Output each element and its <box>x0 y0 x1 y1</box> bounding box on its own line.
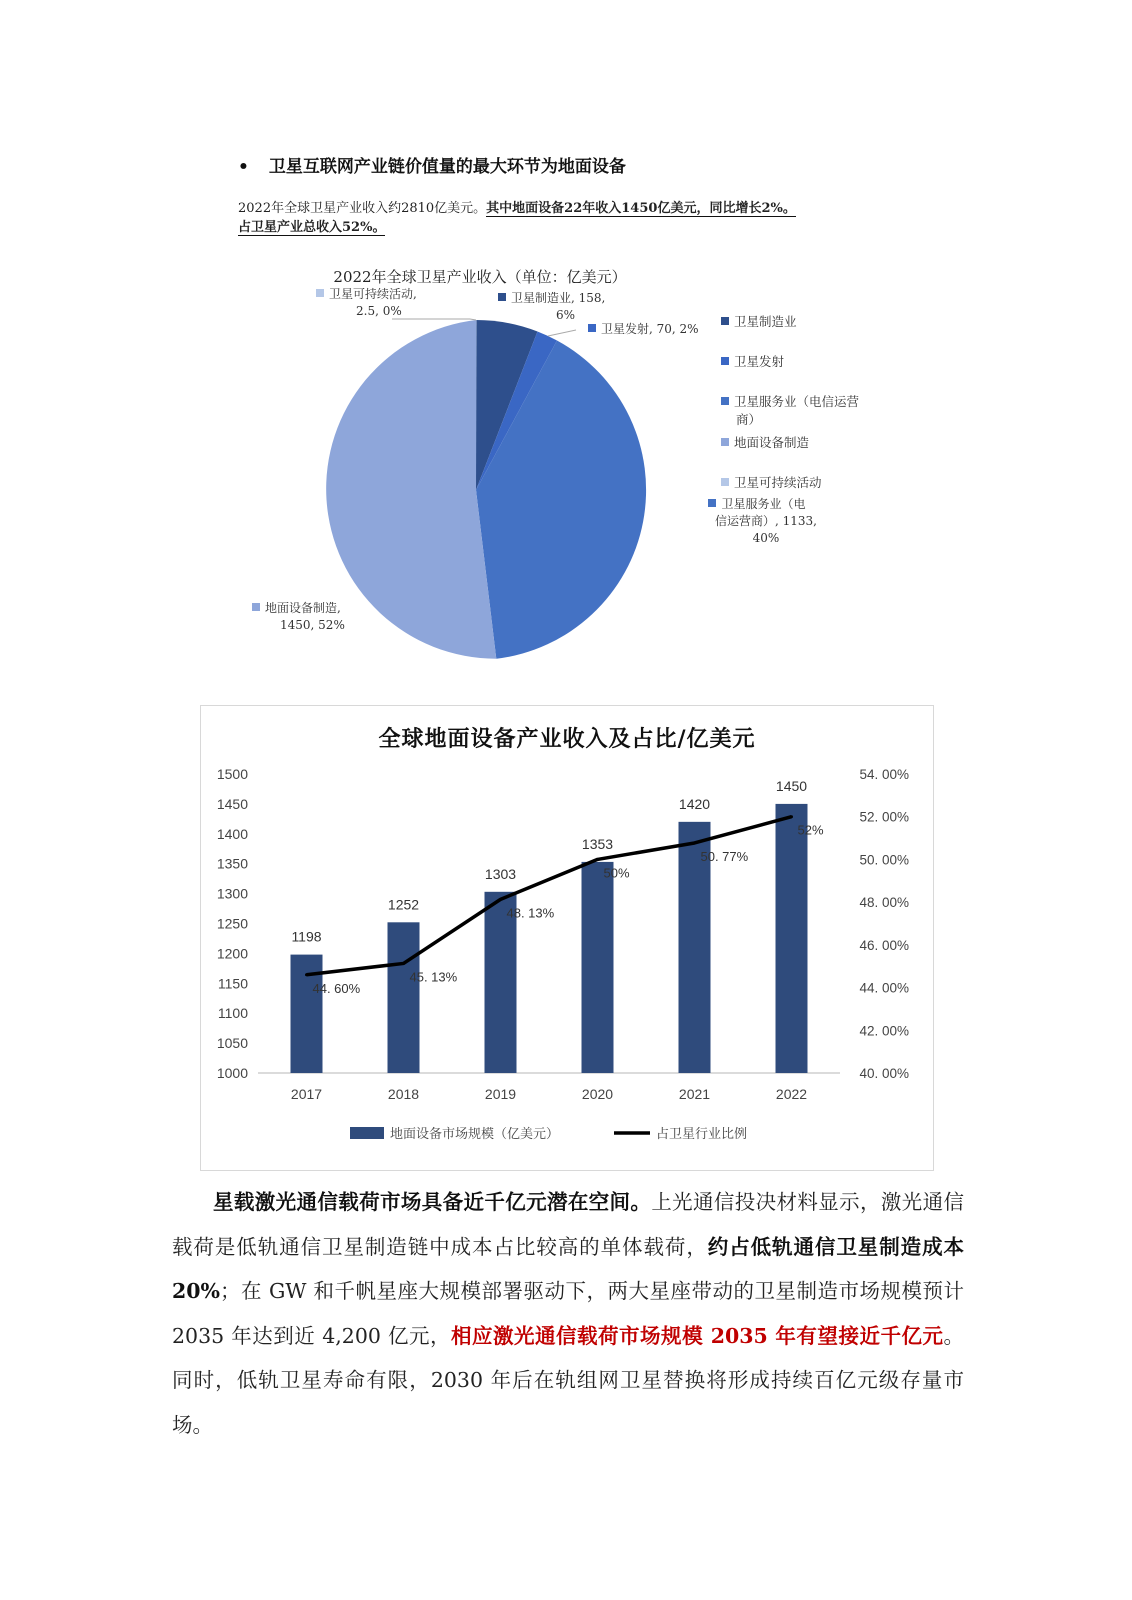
legend-line-text: 占卫星行业比例 <box>656 1127 748 1142</box>
bullet: • <box>238 157 249 177</box>
paragraph-text <box>172 1180 964 1448</box>
y-tick-left: 1100 <box>217 1005 248 1022</box>
legend-text: 地面设备制造 <box>734 435 810 450</box>
y-tick-left: 1050 <box>216 1035 248 1052</box>
line-point <box>499 898 502 901</box>
x-tick-label: 2020 <box>581 1086 614 1102</box>
x-tick-label: 2019 <box>484 1086 517 1102</box>
y-tick-right: 42. 00% <box>859 1023 909 1039</box>
x-tick-label: 2022 <box>775 1086 808 1102</box>
bar <box>776 804 808 1073</box>
y-tick-right: 40. 00% <box>859 1066 909 1081</box>
y-tick-left: 1200 <box>216 945 248 962</box>
pie-label-text: 卫星服务业（电 <box>721 497 806 511</box>
pie-label-text: 地面设备制造, <box>265 601 341 615</box>
y-tick-right: 52. 00% <box>859 809 909 825</box>
legend-text: 卫星制造业 <box>734 314 797 329</box>
combo-chart-title: 全球地面设备产业收入及占比/亿美元 <box>378 726 756 752</box>
legend-text: 卫星发射 <box>734 354 785 369</box>
y-tick-right: 44. 00% <box>859 980 909 996</box>
line-point <box>402 962 405 965</box>
bar-value-label: 1353 <box>581 835 614 852</box>
y-tick-left: 1450 <box>216 795 248 812</box>
para-bold-3: 约占低轨通信卫星制造成本 20% <box>172 1234 965 1304</box>
legend-text: 卫星服务业（电信运营 <box>734 394 860 409</box>
pie-label-text: 卫星可持续活动, <box>329 287 417 301</box>
legend-bar-marker <box>350 1127 384 1139</box>
bar-value-label: 1198 <box>291 928 322 945</box>
line-point <box>305 973 308 976</box>
x-tick-label: 2017 <box>290 1086 323 1102</box>
para-bold-1: 星载激光通信载荷市场具备近千亿元潜在空间。 <box>213 1190 652 1214</box>
note-bold-1: 其中地面设备22年收入1450亿美元，同比增长2%。 <box>486 201 796 216</box>
pie-label-text: 6% <box>556 308 576 322</box>
y-tick-left: 1150 <box>217 975 248 992</box>
bar-value-label: 1252 <box>387 896 420 913</box>
x-tick-label: 2018 <box>387 1086 420 1102</box>
y-tick-left: 1500 <box>216 766 248 782</box>
para-text-4: ；在 GW 和千帆星座大规模部署驱动下，两大星座带动的卫星制造市场规模预计 2035 年达到近 4,200 亿元， <box>172 1279 964 1348</box>
line-value-label: 45. 13% <box>409 969 458 985</box>
y-tick-right: 50. 00% <box>859 852 909 868</box>
line-value-label: 48. 13% <box>506 905 555 921</box>
bar-value-label: 1420 <box>678 795 711 812</box>
bar <box>582 862 614 1073</box>
line-value-label: 44. 60% <box>312 980 361 996</box>
y-tick-right: 46. 00% <box>859 937 909 953</box>
x-tick-label: 2021 <box>678 1086 711 1102</box>
bar-value-label: 1450 <box>775 777 808 794</box>
line-series <box>307 817 792 975</box>
line-value-label: 50. 77% <box>700 848 749 864</box>
para-text-6: 。同时，低轨卫星寿命有限，2030 年后在轨组网卫星替换将形成持续百亿元级存量市场。 <box>172 1323 964 1437</box>
pie-label-text: 40% <box>752 531 780 545</box>
bar <box>388 922 420 1073</box>
note-bold-2: 占卫星产业总收入52%。 <box>238 220 386 235</box>
line-point <box>693 841 696 844</box>
pie-title: 2022年全球卫星产业收入（单位：亿美元） <box>333 268 627 286</box>
y-tick-right: 48. 00% <box>859 895 909 911</box>
para-red-5: 相应激光通信载荷市场规模 2035 年有望接近千亿元 <box>450 1323 944 1348</box>
line-value-label: 52% <box>797 822 824 838</box>
line-point <box>790 815 793 818</box>
line-point <box>596 858 599 861</box>
pie-label-text: 卫星制造业, 158, <box>511 291 606 305</box>
pie-label-text: 信运营商）, 1133, <box>715 514 817 528</box>
y-tick-left: 1350 <box>216 855 248 872</box>
line-value-label: 50% <box>603 865 630 881</box>
legend-text: 商） <box>736 412 762 427</box>
legend-bar-text: 地面设备市场规模（亿美元） <box>390 1127 560 1142</box>
y-tick-left: 1400 <box>216 825 248 842</box>
pie-label-text: 2.5, 0% <box>356 304 402 318</box>
y-tick-left: 1000 <box>216 1065 248 1081</box>
y-tick-left: 1300 <box>216 885 248 902</box>
note-plain: 2022年全球卫星产业收入约2810亿美元。 <box>238 201 487 216</box>
para-text-2: 上光通信投决材料显示，激光通信载荷是低轨通信卫星制造链中成本占比较高的单体载荷， <box>172 1190 965 1259</box>
legend-text: 卫星可持续活动 <box>734 475 822 490</box>
pie-label-text: 1450, 52% <box>280 618 345 632</box>
pie-label-text: 卫星发射, 70, 2% <box>601 322 699 336</box>
body-paragraph <box>172 1180 964 1448</box>
heading-text: 卫星互联网产业链价值量的最大环节为地面设备 <box>268 157 626 177</box>
bar-value-label: 1303 <box>484 865 517 882</box>
y-tick-left: 1250 <box>216 915 248 932</box>
y-tick-right: 54. 00% <box>859 767 909 782</box>
